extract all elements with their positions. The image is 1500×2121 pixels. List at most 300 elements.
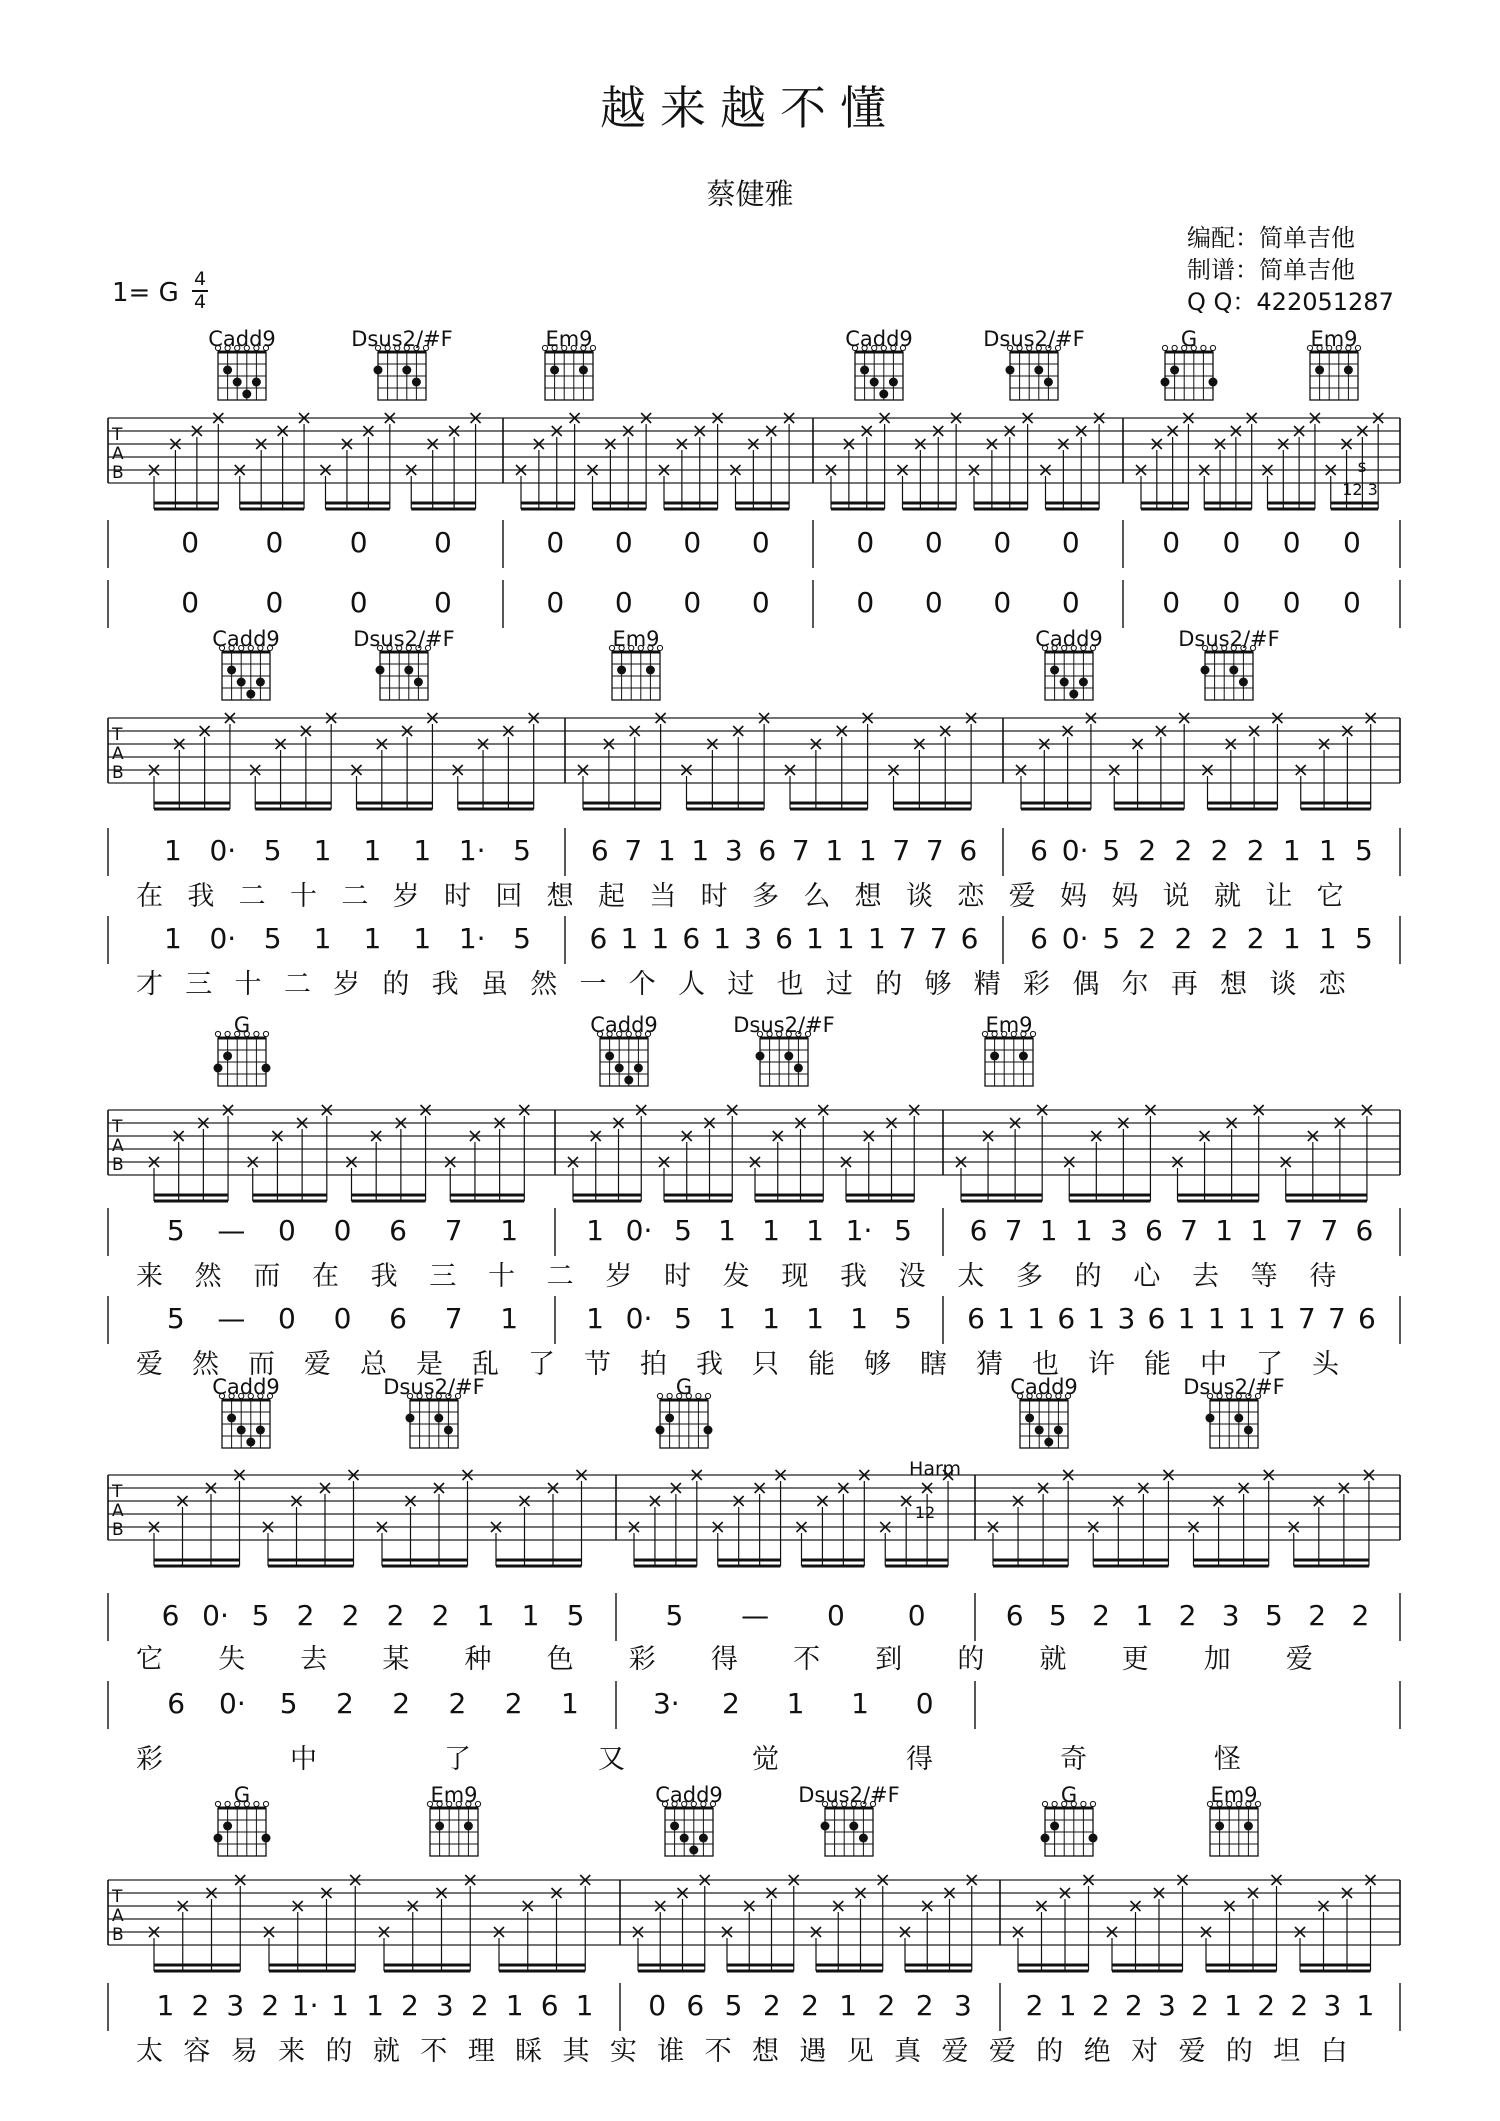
jianpu-note: 5: [724, 1989, 743, 2022]
chord-diagram: [1307, 345, 1360, 400]
chord-finger-dot: [1060, 678, 1069, 687]
chord-finger-dot: [860, 366, 869, 375]
jianpu-note: 1: [413, 922, 432, 955]
jianpu-note: 1: [806, 1214, 824, 1247]
chord-open-string: [1210, 345, 1215, 350]
jianpu-note: 5: [1355, 834, 1373, 867]
chord-name: Dsus2/#F: [733, 1013, 835, 1037]
jianpu-note: 3: [1323, 1989, 1342, 2022]
lyric-char: 而: [248, 1349, 275, 1380]
tab-staff: [108, 1875, 1400, 1971]
jianpu-note: 7: [791, 834, 810, 867]
lyric-char: 中: [1200, 1349, 1227, 1380]
jianpu-note: 7: [925, 834, 944, 867]
lyric-char: 爱: [304, 1349, 331, 1380]
chord-name: Em9: [545, 327, 593, 351]
lyric-char: 不: [704, 2036, 732, 2067]
jianpu-note: 5: [263, 834, 282, 867]
lyric-char: 妈: [1111, 881, 1139, 912]
chord-open-string: [667, 1393, 672, 1398]
jianpu-note: 1: [762, 1214, 780, 1247]
jianpu-note: 5: [263, 922, 282, 955]
lyric-char: 某: [382, 1644, 410, 1675]
chord-finger-dot: [237, 678, 246, 687]
chord-finger-dot: [1006, 366, 1015, 375]
jianpu-note: 1: [858, 834, 877, 867]
lyric-char: 爱: [1178, 2036, 1206, 2067]
tab-letter: B: [112, 1155, 124, 1175]
chord-finger-dot: [402, 366, 411, 375]
jianpu-note: 0: [349, 586, 368, 619]
jianpu-note: 6: [167, 1687, 186, 1720]
jianpu-note: 0·: [209, 922, 237, 955]
lyric-char: 的: [382, 969, 410, 1000]
jianpu-note: 2: [1092, 1599, 1110, 1632]
lyric-char: 起: [598, 881, 625, 912]
song-title: 越来越不懂: [600, 81, 900, 135]
chord-name: Cadd9: [208, 327, 276, 351]
lyric-char: 绝: [1083, 2036, 1111, 2067]
key-signature: 1= G: [112, 278, 179, 308]
lyric-char: 偶: [1072, 969, 1100, 1000]
jianpu-note: 3: [1117, 1302, 1136, 1335]
lyric-char: 才: [136, 969, 163, 1000]
jianpu-note: 1: [363, 922, 382, 955]
chord-finger-dot: [821, 1822, 830, 1831]
chord-finger-dot: [1089, 1834, 1098, 1843]
chord-diagram: [214, 1031, 271, 1086]
jianpu-note: 1: [620, 922, 639, 955]
jianpu-note: 0: [751, 526, 770, 559]
chord-open-string: [1081, 1801, 1086, 1806]
jianpu-note: 0: [546, 526, 565, 559]
chord-diagram: [852, 345, 905, 400]
lyric-char: 说: [1162, 881, 1190, 912]
chord-finger-dot: [784, 1052, 793, 1061]
jianpu-note: 6: [775, 922, 793, 955]
chord-finger-dot: [646, 666, 655, 675]
chord-open-string: [1042, 1801, 1047, 1806]
lyric-char: 我: [431, 969, 459, 1000]
chord-finger-dot: [879, 390, 888, 399]
jianpu-note: 1: [500, 1302, 519, 1335]
tab-letter: B: [112, 1520, 124, 1540]
chord-open-string: [254, 1801, 259, 1806]
jianpu-note: 1: [1318, 922, 1337, 955]
jianpu-note: 2: [1124, 1989, 1143, 2022]
jianpu-note: 0: [1282, 526, 1301, 559]
tab-letter: A: [112, 744, 124, 764]
chord-finger-dot: [990, 1052, 999, 1061]
lyric-char: 能: [1144, 1349, 1171, 1380]
chord-open-string: [657, 1393, 662, 1398]
chord-diagram: [374, 345, 429, 400]
jianpu-note: 2: [1138, 834, 1157, 867]
lyric-char: 色: [546, 1644, 574, 1675]
chord-finger-dot: [634, 1064, 643, 1073]
lyric-char: 多: [1016, 1261, 1043, 1292]
lyric-char: 时: [444, 881, 471, 912]
jianpu-note: 1: [560, 1687, 579, 1720]
chord-diagram: [982, 1031, 1035, 1086]
lyric-char: 发: [722, 1261, 750, 1292]
jianpu-note: 1: [586, 1214, 604, 1247]
jianpu-note: 0: [924, 526, 943, 559]
lyric-char: 然: [530, 969, 558, 1000]
jianpu-note: 0: [907, 1599, 926, 1632]
jianpu-note: 6: [161, 1599, 180, 1632]
jianpu-note: 0: [683, 526, 702, 559]
chord-finger-dot: [242, 390, 251, 399]
chord-open-string: [225, 1801, 230, 1806]
lyric-char: 见: [846, 2036, 874, 2067]
chord-finger-dot: [624, 1076, 633, 1085]
jianpu-note: 0: [1162, 586, 1181, 619]
jianpu-note: 0: [856, 586, 875, 619]
jianpu-note: 1·: [291, 1989, 319, 2022]
chord-name: Dsus2/#F: [1183, 1375, 1285, 1399]
lyric-char: 它: [136, 1644, 163, 1675]
jianpu-note: 3: [226, 1989, 245, 2022]
jianpu-note: 0: [648, 1989, 667, 2022]
jianpu-note: 2: [1351, 1599, 1370, 1632]
jianpu-note: 6: [682, 922, 701, 955]
jianpu-note: 2: [431, 1599, 450, 1632]
chord-finger-dot: [859, 1834, 868, 1843]
chord-finger-dot: [794, 1064, 803, 1073]
chord-name: G: [1060, 1783, 1078, 1807]
jianpu-note: 1: [1224, 1989, 1243, 2022]
jianpu-note: 0: [333, 1214, 352, 1247]
jianpu-note: 0·: [219, 1687, 246, 1720]
chord-name: Em9: [1210, 1783, 1258, 1807]
chord-finger-dot: [689, 1846, 698, 1855]
chord-open-string: [263, 1031, 268, 1036]
lyric-char: 失: [218, 1644, 246, 1675]
jianpu-note: 2: [1174, 922, 1193, 955]
jianpu-note: —: [217, 1302, 246, 1335]
jianpu-note: 2: [386, 1599, 405, 1632]
jianpu-note: 6: [589, 922, 608, 955]
jianpu-note: 2: [392, 1687, 411, 1720]
chord-finger-dot: [214, 1064, 223, 1073]
lyric-char: 的: [957, 1644, 985, 1675]
chord-finger-dot: [246, 1438, 255, 1447]
lyric-char: 谁: [657, 2036, 685, 2067]
chord-diagram: [1006, 345, 1061, 400]
lyric-char: 的: [875, 969, 903, 1000]
chord-finger-dot: [665, 1414, 674, 1423]
lyric-char: 而: [253, 1261, 281, 1292]
jianpu-note: 2: [762, 1989, 781, 2022]
jianpu-note: 1: [1356, 1989, 1375, 2022]
lyric-char: 的: [1036, 2036, 1064, 2067]
chord-finger-dot: [756, 1052, 765, 1061]
jianpu-note: 6: [1057, 1302, 1076, 1335]
lyric-char: 真: [894, 2036, 922, 2067]
lyric-char: 十: [488, 1261, 515, 1292]
lyric-char: 它: [1316, 881, 1344, 912]
tab-letter: B: [112, 763, 124, 783]
lyric-char: 许: [1088, 1349, 1115, 1380]
chord-finger-dot: [227, 666, 236, 675]
chord-open-string: [225, 1031, 230, 1036]
jianpu-note: 2: [1246, 922, 1265, 955]
lyric-char: 的: [325, 2036, 353, 2067]
lyric-char: 回: [495, 881, 523, 912]
jianpu-note: 0: [993, 526, 1012, 559]
jianpu-note: 5: [1102, 834, 1121, 867]
chord-diagram: [427, 1801, 480, 1856]
jianpu-note: 6: [967, 1302, 985, 1335]
lyric-char: 了: [1256, 1349, 1283, 1380]
jianpu-note: 2: [341, 1599, 360, 1632]
jianpu-note: 7: [1004, 1214, 1023, 1247]
chord-finger-dot: [870, 378, 879, 387]
lyric-char: 二: [283, 969, 311, 1000]
chord-finger-dot: [1244, 1426, 1253, 1435]
chord-finger-dot: [1244, 1822, 1253, 1831]
chord-open-string: [263, 1801, 268, 1806]
lyric-char: 我: [370, 1261, 398, 1292]
chord-finger-dot: [223, 366, 232, 375]
jianpu-note: 1: [691, 834, 710, 867]
chord-finger-dot: [615, 1064, 624, 1073]
lyric-char: 能: [808, 1349, 835, 1380]
jianpu-note: 5: [894, 1214, 912, 1247]
chord-finger-dot: [670, 1822, 679, 1831]
lyric-char: 然: [192, 1349, 219, 1380]
lyric-char: 头: [1312, 1349, 1339, 1380]
lyric-char: 睬: [515, 2036, 543, 2067]
lyric-char: 在: [136, 881, 163, 912]
lyric-char: 妈: [1060, 881, 1087, 912]
chord-open-string: [1052, 1801, 1057, 1806]
jianpu-note: 1: [651, 922, 670, 955]
lyric-char: 坦: [1273, 2036, 1301, 2067]
lyric-char: 实: [609, 2036, 637, 2067]
jianpu-note: 2: [721, 1687, 740, 1720]
jianpu-note: 1: [1267, 1302, 1286, 1335]
lyric-char: 猜: [976, 1349, 1003, 1380]
chord-finger-dot: [1201, 666, 1210, 675]
jianpu-note: 1: [1318, 834, 1337, 867]
jianpu-note: 3: [744, 922, 762, 955]
lyric-char: 爱: [941, 2036, 969, 2067]
chord-diagram: [756, 1031, 811, 1086]
jianpu-note: 1·: [458, 922, 486, 955]
jianpu-note: 2: [191, 1989, 210, 2022]
chord-name: Cadd9: [1010, 1375, 1078, 1399]
jianpu-note: 2: [877, 1989, 896, 2022]
chord-finger-dot: [406, 1414, 415, 1423]
jianpu-note: 1: [1237, 1302, 1256, 1335]
jianpu-note: 3·: [652, 1687, 680, 1720]
lyric-char: 想: [1220, 969, 1248, 1000]
jianpu-note: 2: [1091, 1989, 1110, 2022]
lyric-char: 然: [194, 1261, 222, 1292]
jianpu-note: 7: [892, 834, 911, 867]
lyric-char: 岁: [392, 881, 420, 912]
jianpu-note: 5: [566, 1599, 585, 1632]
chord-open-string: [1172, 345, 1177, 350]
chord-finger-dot: [1034, 366, 1043, 375]
chord-name: Cadd9: [590, 1013, 658, 1037]
lyric-char: 个: [628, 969, 656, 1000]
jianpu-note: —: [217, 1214, 246, 1247]
jianpu-note: 5: [279, 1687, 298, 1720]
chord-diagram: [1201, 645, 1256, 700]
lyric-char: 爱: [1008, 881, 1036, 912]
tab-letter: A: [112, 1906, 124, 1926]
jianpu-note: 1: [331, 1989, 349, 2022]
jianpu-note: 5: [1102, 922, 1121, 955]
chord-finger-dot: [237, 1426, 246, 1435]
jianpu-note: 1: [476, 1599, 495, 1632]
jianpu-note: 6: [1145, 1214, 1163, 1247]
jianpu-note: 7: [444, 1214, 463, 1247]
chord-name: Dsus2/#F: [798, 1783, 900, 1807]
chord-finger-dot: [434, 1414, 443, 1423]
chord-open-string: [215, 1031, 220, 1036]
jianpu-note: 3: [953, 1989, 972, 2022]
chord-open-string: [254, 1031, 259, 1036]
jianpu-note: 0: [993, 586, 1012, 619]
jianpu-note: 0: [265, 526, 284, 559]
jianpu-note: 0: [1222, 586, 1241, 619]
lyric-char: 二: [238, 881, 266, 912]
lyric-char: 其: [562, 2036, 590, 2067]
lyric-char: 爱: [1285, 1644, 1313, 1675]
lyric-char: 容: [183, 2036, 211, 2067]
lyric-char: 来: [278, 2036, 306, 2067]
lyric-char: 在: [312, 1261, 339, 1292]
lyric-char: 谈: [906, 881, 933, 912]
lyric-char: 节: [584, 1349, 611, 1380]
jianpu-note: 1: [586, 1302, 604, 1335]
jianpu-note: 1: [363, 834, 382, 867]
jianpu-note: 1: [825, 834, 844, 867]
lyric-char: 得: [906, 1744, 933, 1775]
tab-letter: T: [112, 1482, 123, 1502]
jianpu-note: 2: [401, 1989, 419, 2022]
tab-letter: A: [112, 1501, 124, 1521]
jianpu-note: 0: [181, 586, 200, 619]
chord-finger-dot: [1044, 378, 1053, 387]
jianpu-note: —: [741, 1599, 770, 1632]
lyric-char: 到: [875, 1644, 903, 1675]
jianpu-note: 1: [1282, 834, 1301, 867]
jianpu-note: 1: [718, 1302, 736, 1335]
jianpu-note: 0: [1282, 586, 1301, 619]
jianpu-note: 6: [1355, 1214, 1374, 1247]
jianpu-note: 0: [333, 1302, 352, 1335]
jianpu-note: 1: [1207, 1302, 1226, 1335]
credit-transcriber: 制谱：简单吉他: [1187, 256, 1355, 284]
jianpu-note: 1: [366, 1989, 384, 2022]
chord-name: G: [233, 1013, 251, 1037]
chord-finger-dot: [414, 678, 423, 687]
lyric-char: 我: [696, 1349, 723, 1380]
jianpu-note: 0: [265, 586, 284, 619]
chord-diagram: [597, 1031, 650, 1086]
chord-finger-dot: [699, 1834, 708, 1843]
chord-finger-dot: [1344, 366, 1353, 375]
jianpu-note: 1: [867, 922, 886, 955]
lyric-char: 更: [1121, 1644, 1149, 1675]
tab-letter: T: [112, 1887, 123, 1907]
jianpu-note: 1: [806, 922, 824, 955]
chord-finger-dot: [1315, 366, 1324, 375]
lyric-char: 彩: [136, 1744, 163, 1775]
harmonic-fret: 12: [914, 1503, 936, 1522]
chord-diagram: [1017, 1393, 1070, 1448]
jianpu-note: 0·: [625, 1302, 653, 1335]
tab-staff: [108, 1105, 1400, 1201]
chord-finger-dot: [1239, 678, 1248, 687]
lyric-char: 瞎: [920, 1349, 947, 1380]
jianpu-note: 2: [1174, 834, 1193, 867]
chord-finger-dot: [223, 1052, 232, 1061]
lyric-char: 不: [793, 1644, 821, 1675]
chord-finger-dot: [1035, 1426, 1044, 1435]
chord-diagram: [215, 345, 268, 400]
lyric-char: 我: [840, 1261, 867, 1292]
lyric-char: 太: [136, 2036, 163, 2067]
jianpu-note: 1: [500, 1214, 519, 1247]
jianpu-note: 7: [1327, 1302, 1346, 1335]
jianpu-note: 1: [521, 1599, 540, 1632]
lyric-char: 只: [752, 1349, 779, 1380]
chord-finger-dot: [404, 666, 413, 675]
tab-letter: B: [112, 463, 124, 483]
chord-finger-dot: [262, 1064, 271, 1073]
jianpu-note: 1: [156, 1989, 175, 2022]
lyric-char: 待: [1309, 1261, 1337, 1292]
chord-name: Dsus2/#F: [383, 1375, 485, 1399]
jianpu-note: 2: [1025, 1989, 1044, 2022]
jianpu-note: 3: [724, 834, 743, 867]
jianpu-note: 7: [1320, 1214, 1339, 1247]
lyric-char: 二: [546, 1261, 574, 1292]
lyric-char: 十: [290, 881, 317, 912]
chord-finger-dot: [435, 1822, 444, 1831]
jianpu-note: 1: [1058, 1989, 1077, 2022]
lyric-char: 恋: [1318, 969, 1346, 1000]
credit-arranger: 编配：简单吉他: [1187, 224, 1355, 252]
jianpu-note: 7: [898, 922, 917, 955]
jianpu-note: 2: [1138, 922, 1157, 955]
lyric-char: 得: [710, 1644, 738, 1675]
chord-finger-dot: [412, 378, 421, 387]
chord-finger-dot: [1041, 1834, 1050, 1843]
jianpu-note: 0: [1061, 526, 1080, 559]
lyric-char: 三: [429, 1261, 457, 1292]
chord-diagram: [219, 645, 272, 700]
jianpu-note: 6: [389, 1302, 407, 1335]
jianpu-note: 3: [1109, 1214, 1128, 1247]
jianpu-note: 0: [856, 526, 875, 559]
chord-diagram: [542, 345, 595, 400]
jianpu-note: 1: [806, 1302, 824, 1335]
lyric-char: 虽: [480, 969, 508, 1000]
jianpu-note: 5: [674, 1214, 692, 1247]
chord-finger-dot: [227, 1414, 236, 1423]
lyric-char: 怪: [1214, 1744, 1241, 1775]
harmonic-label: Harm: [909, 1458, 961, 1480]
jianpu-note: 1: [1027, 1302, 1046, 1335]
jianpu-note: 5: [1355, 922, 1373, 955]
